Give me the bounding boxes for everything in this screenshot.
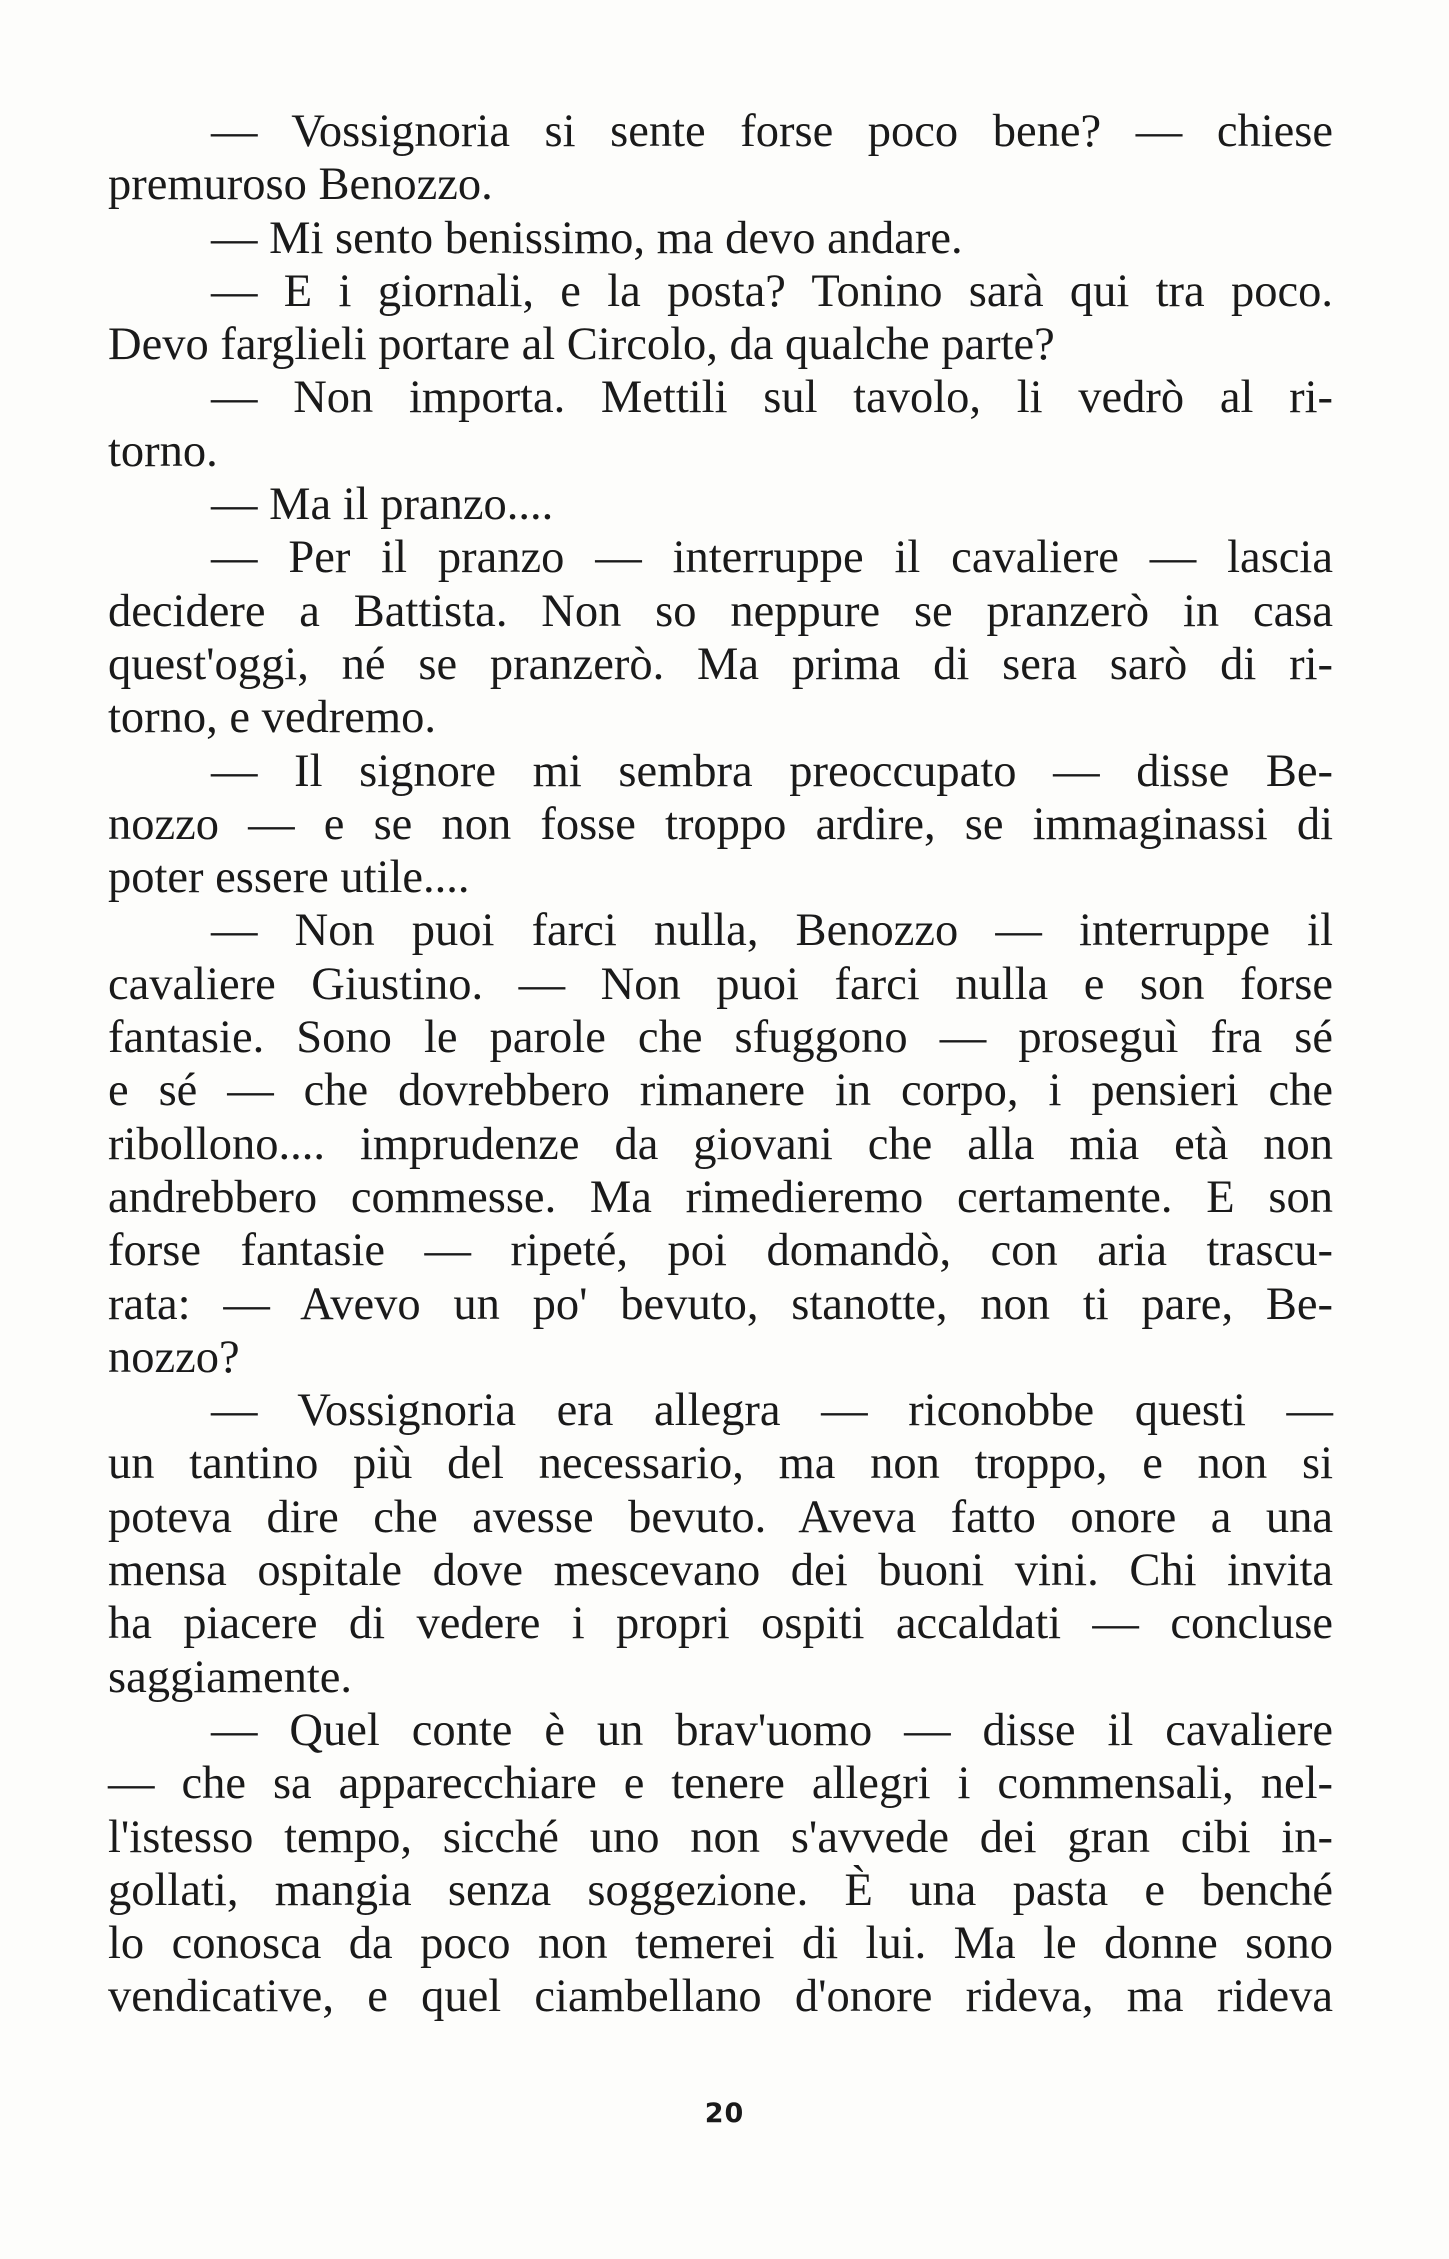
text-line: forse fantasie — ripeté, poi domandò, con aria trascu- (108, 1225, 1333, 1277)
text-line: fantasie. Sono le parole che sfuggono — proseguì fra sé (108, 1012, 1333, 1064)
text-line: Devo farglieli portare al Circolo, da qualche parte? (108, 319, 1055, 371)
text-line: — Vossignoria si sente forse poco bene? — chiese (211, 106, 1333, 157)
text-line: — che sa apparecchiare e tenere allegri i commensali, nel- (108, 1758, 1333, 1810)
text-line: mensa ospitale dove mescevano dei buoni vini. Chi invita (108, 1545, 1333, 1597)
page-number: 20 (704, 2098, 745, 2129)
text-line: nozzo? (108, 1331, 240, 1383)
text-line: ribollono.... imprudenze da giovani che alla mia età non (108, 1118, 1333, 1170)
text-line: — Ma il pranzo.... (211, 479, 554, 531)
text-line: gollati, mangia senza soggezione. È una pasta e benché (108, 1864, 1333, 1916)
text-line: — Mi sento benissimo, ma devo andare. (211, 212, 963, 264)
text-line: — E i giornali, e la posta? Tonino sarà qui tra poco. (211, 265, 1333, 317)
text-line: torno, e vedremo. (108, 692, 436, 744)
text-line: saggiamente. (108, 1651, 353, 1703)
text-line: nozzo — e se non fosse troppo ardire, se immaginassi di (108, 798, 1333, 850)
text-line: — Per il pranzo — interruppe il cavaliere — lascia (211, 532, 1333, 584)
text-line: rata: — Avevo un po' bevuto, stanotte, non ti pare, Be- (108, 1278, 1333, 1330)
text-line: — Vossignoria era allegra — riconobbe questi — (211, 1385, 1333, 1437)
text-line: lo conosca da poco non temerei di lui. Ma le donne sono (108, 1918, 1333, 1970)
text-line: un tantino più del necessario, ma non troppo, e non si (108, 1438, 1333, 1490)
text-line: — Quel conte è un brav'uomo — disse il cavaliere (211, 1704, 1333, 1756)
body-text (108, 105, 1333, 2024)
text-line: l'istesso tempo, sicché uno non s'avvede dei gran cibi in- (108, 1811, 1333, 1863)
text-line: poteva dire che avesse bevuto. Aveva fatto onore a una (108, 1491, 1333, 1543)
text-line: premuroso Benozzo. (108, 159, 493, 211)
text-line: — Il signore mi sembra preoccupato — disse Be- (211, 745, 1333, 797)
text-line: andrebbero commesse. Ma rimedieremo certamente. E son (108, 1171, 1333, 1223)
text-line: cavaliere Giustino. — Non puoi farci nulla e son forse (108, 958, 1333, 1010)
text-line: e sé — che dovrebbero rimanere in corpo, i pensieri che (108, 1065, 1333, 1117)
text-line: quest'oggi, né se pranzerò. Ma prima di sera sarò di ri- (108, 638, 1333, 690)
text-line: poter essere utile.... (108, 852, 470, 904)
text-line: — Non puoi farci nulla, Benozzo — interruppe il (211, 905, 1333, 957)
text-line: — Non importa. Mettili sul tavolo, li vedrò al ri- (211, 372, 1333, 424)
text-line: vendicative, e quel ciambellano d'onore rideva, ma rideva (108, 1971, 1333, 2023)
text-line: ha piacere di vedere i propri ospiti accaldati — concluse (108, 1598, 1333, 1650)
text-line: decidere a Battista. Non so neppure se pranzerò in casa (108, 585, 1333, 637)
text-line: torno. (108, 425, 218, 477)
